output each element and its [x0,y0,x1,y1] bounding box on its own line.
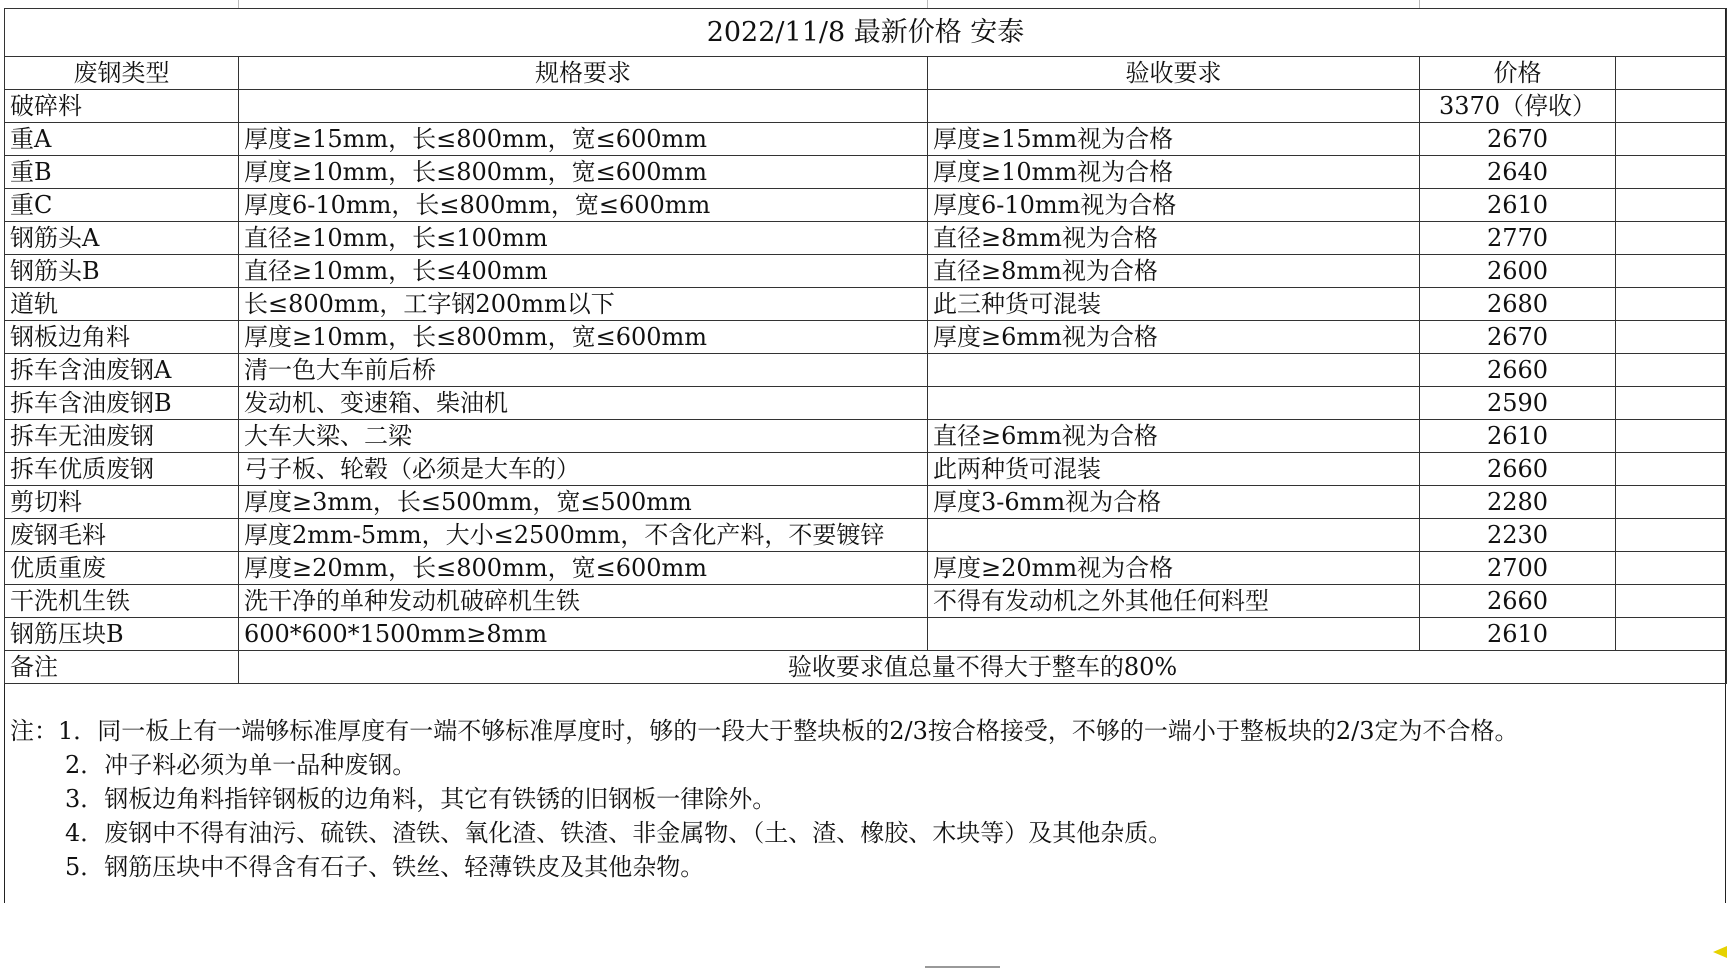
cell-price: 2590 [1420,387,1616,420]
header-blank [1616,57,1727,90]
cell-blank [1616,618,1727,651]
cell-spec: 发动机、变速箱、柴油机 [239,387,928,420]
cell-price: 2660 [1420,453,1616,486]
cell-blank [1616,420,1727,453]
table-row [5,156,1727,189]
cell-type: 重B [5,156,239,189]
header-acceptance: 验收要求 [928,57,1420,90]
cell-blank [1616,354,1727,387]
cell-type: 拆车含油废钢B [5,387,239,420]
cell-acceptance: 厚度≥6mm视为合格 [928,321,1420,354]
cell-blank [1616,288,1727,321]
cell-acceptance [928,618,1420,651]
column-stub [1419,0,1420,8]
cell-acceptance [928,387,1420,420]
cell-type: 拆车无油废钢 [5,420,239,453]
cell-type: 钢筋头B [5,255,239,288]
cell-acceptance: 直径≥8mm视为合格 [928,255,1420,288]
table-row [5,288,1727,321]
table-row [5,189,1727,222]
cell-price: 2230 [1420,519,1616,552]
cell-price: 2610 [1420,618,1616,651]
table-row [5,486,1727,519]
cell-blank [1616,90,1727,123]
cell-blank [1616,222,1727,255]
cell-type: 优质重废 [5,552,239,585]
page-title: 2022/11/8 最新价格 安泰 [5,9,1727,57]
note-line: 3．钢板边角料指锌钢板的边角料，其它有铁锈的旧钢板一律除外。 [65,785,777,813]
cell-acceptance: 厚度3-6mm视为合格 [928,486,1420,519]
cell-blank [1616,387,1727,420]
cell-price: 2670 [1420,321,1616,354]
table-row [5,222,1727,255]
table-row [5,519,1727,552]
cell-type: 破碎料 [5,90,239,123]
cell-type: 干洗机生铁 [5,585,239,618]
cell-price: 2610 [1420,189,1616,222]
header-price: 价格 [1420,57,1616,90]
cell-spec: 洗干净的单种发动机破碎机生铁 [239,585,928,618]
cell-price: 2660 [1420,354,1616,387]
table-row [5,354,1727,387]
cell-blank [1616,189,1727,222]
cell-spec: 厚度2mm-5mm，大小≤2500mm，不含化产料，不要镀锌 [239,519,928,552]
cell-blank [1616,486,1727,519]
table-row [5,321,1727,354]
cell-spec: 直径≥10mm，长≤400mm [239,255,928,288]
cell-spec: 厚度≥10mm，长≤800mm，宽≤600mm [239,156,928,189]
cell-type: 重A [5,123,239,156]
cell-price: 2600 [1420,255,1616,288]
note-line: 2．冲子料必须为单一品种废钢。 [65,751,417,779]
cell-type: 道轨 [5,288,239,321]
cell-blank [1616,255,1727,288]
cell-spec: 600*600*1500mm≥8mm [239,618,928,651]
column-stub [238,0,239,8]
cell-price: 2640 [1420,156,1616,189]
cell-price: 2280 [1420,486,1616,519]
cell-acceptance: 直径≥8mm视为合格 [928,222,1420,255]
cell-spec: 长≤800mm，工字钢200mm以下 [239,288,928,321]
cell-acceptance [928,90,1420,123]
cell-acceptance: 厚度≥20mm视为合格 [928,552,1420,585]
note-line: 5．钢筋压块中不得含有石子、铁丝、轻薄铁皮及其他杂物。 [65,853,705,881]
triangle-marker-icon [1713,946,1727,958]
cell-spec: 厚度6-10mm，长≤800mm，宽≤600mm [239,189,928,222]
remark-row [5,651,1727,684]
cell-type: 废钢毛料 [5,519,239,552]
table-row [5,90,1727,123]
table-row [5,387,1727,420]
cell-acceptance: 厚度≥10mm视为合格 [928,156,1420,189]
notes [10,714,1715,884]
cell-spec: 弓子板、轮毂（必须是大车的） [239,453,928,486]
cell-price: 2770 [1420,222,1616,255]
cell-acceptance: 此两种货可混装 [928,453,1420,486]
cell-acceptance: 直径≥6mm视为合格 [928,420,1420,453]
scroll-indicator[interactable] [925,966,1000,968]
cell-type: 钢筋压块B [5,618,239,651]
cell-blank [1616,585,1727,618]
table-row [5,123,1727,156]
cell-blank [1616,453,1727,486]
cell-spec: 厚度≥10mm，长≤800mm，宽≤600mm [239,321,928,354]
header-spec: 规格要求 [239,57,928,90]
cell-acceptance: 此三种货可混装 [928,288,1420,321]
table-row [5,618,1727,651]
cell-spec: 直径≥10mm，长≤100mm [239,222,928,255]
cell-acceptance: 不得有发动机之外其他任何料型 [928,585,1420,618]
cell-spec: 大车大梁、二梁 [239,420,928,453]
cell-blank [1616,156,1727,189]
cell-blank [1616,123,1727,156]
table-row [5,255,1727,288]
cell-spec: 厚度≥20mm，长≤800mm，宽≤600mm [239,552,928,585]
cell-type: 拆车优质废钢 [5,453,239,486]
header-row [5,57,1727,90]
cell-spec: 厚度≥3mm，长≤500mm，宽≤500mm [239,486,928,519]
cell-price: 2670 [1420,123,1616,156]
cell-price: 2680 [1420,288,1616,321]
cell-acceptance: 厚度6-10mm视为合格 [928,189,1420,222]
note-line: 注：1．同一板上有一端够标准厚度有一端不够标准厚度时，够的一段大于整块板的2/3按合格接受，不够的一端小于整板块的2/3定为不合格。 [10,717,1519,745]
cell-price: 3370（停收） [1420,90,1616,123]
cell-acceptance [928,354,1420,387]
cell-spec [239,90,928,123]
title-row [5,9,1727,57]
table-row [5,585,1727,618]
cell-type: 钢板边角料 [5,321,239,354]
table-row [5,453,1727,486]
cell-acceptance [928,519,1420,552]
cell-blank [1616,321,1727,354]
header-type: 废钢类型 [5,57,239,90]
cell-price: 2610 [1420,420,1616,453]
table-row [5,552,1727,585]
remark-text: 验收要求值总量不得大于整车的80% [239,651,1727,684]
cell-type: 重C [5,189,239,222]
cell-blank [1616,519,1727,552]
note-line: 4．废钢中不得有油污、硫铁、渣铁、氧化渣、铁渣、非金属物、（土、渣、橡胶、木块等）及其他杂质。 [65,819,1173,847]
column-stub [927,0,928,8]
price-table [4,8,1727,684]
cell-type: 剪切料 [5,486,239,519]
cell-spec: 清一色大车前后桥 [239,354,928,387]
cell-acceptance: 厚度≥15mm视为合格 [928,123,1420,156]
table-row [5,420,1727,453]
remark-label: 备注 [5,651,239,684]
cell-spec: 厚度≥15mm，长≤800mm，宽≤600mm [239,123,928,156]
cell-price: 2660 [1420,585,1616,618]
cell-price: 2700 [1420,552,1616,585]
cell-blank [1616,552,1727,585]
cell-type: 拆车含油废钢A [5,354,239,387]
cell-type: 钢筋头A [5,222,239,255]
